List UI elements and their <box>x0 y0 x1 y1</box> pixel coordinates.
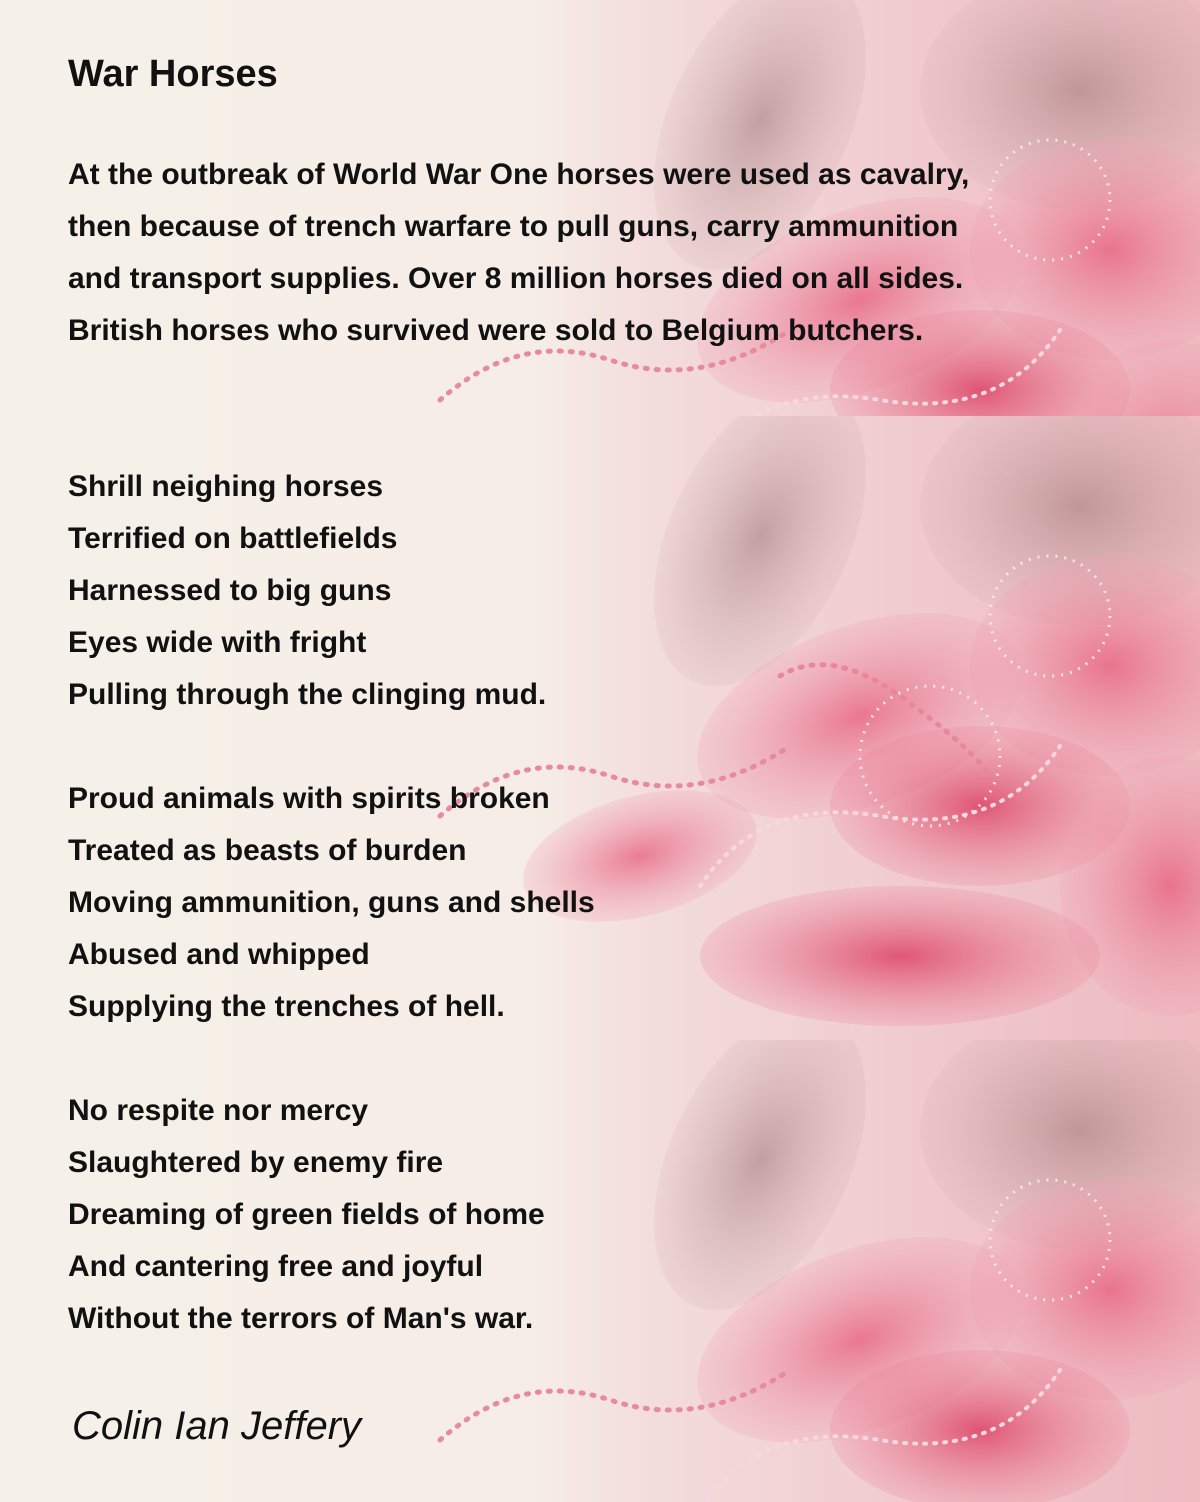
intro-line: At the outbreak of World War One horses were used as cavalry, <box>68 158 970 191</box>
stanza-2-line: Moving ammunition, guns and shells <box>68 886 595 919</box>
intro-line: and transport supplies. Over 8 million horses died on all sides. <box>68 262 964 295</box>
stanza-1-line: Shrill neighing horses <box>68 470 384 503</box>
stanza-3-line: Without the terrors of Man's war. <box>68 1302 534 1335</box>
stanza-3-line: And cantering free and joyful <box>68 1250 484 1283</box>
intro-line: British horses who survived were sold to Belgium butchers. <box>68 314 924 347</box>
stanza-1-line: Terrified on battlefields <box>68 522 398 555</box>
stanza-1-line: Pulling through the clinging mud. <box>68 678 547 711</box>
stanza-2-line: Treated as beasts of burden <box>68 834 467 867</box>
poem-title: War Horses <box>68 53 278 95</box>
stanza-3-line: No respite nor mercy <box>68 1094 369 1127</box>
stanza-1-line: Harnessed to big guns <box>68 574 392 607</box>
stanza-2-line: Proud animals with spirits broken <box>68 782 550 815</box>
poem-author: Colin Ian Jeffery <box>72 1404 362 1448</box>
stanza-3-line: Dreaming of green fields of home <box>68 1198 545 1231</box>
intro-line: then because of trench warfare to pull guns, carry ammunition <box>68 210 959 243</box>
stanza-1-line: Eyes wide with fright <box>68 626 367 659</box>
stanza-2-line: Supplying the trenches of hell. <box>68 990 505 1023</box>
stanza-2-line: Abused and whipped <box>68 938 370 971</box>
stanza-3-line: Slaughtered by enemy fire <box>68 1146 444 1179</box>
